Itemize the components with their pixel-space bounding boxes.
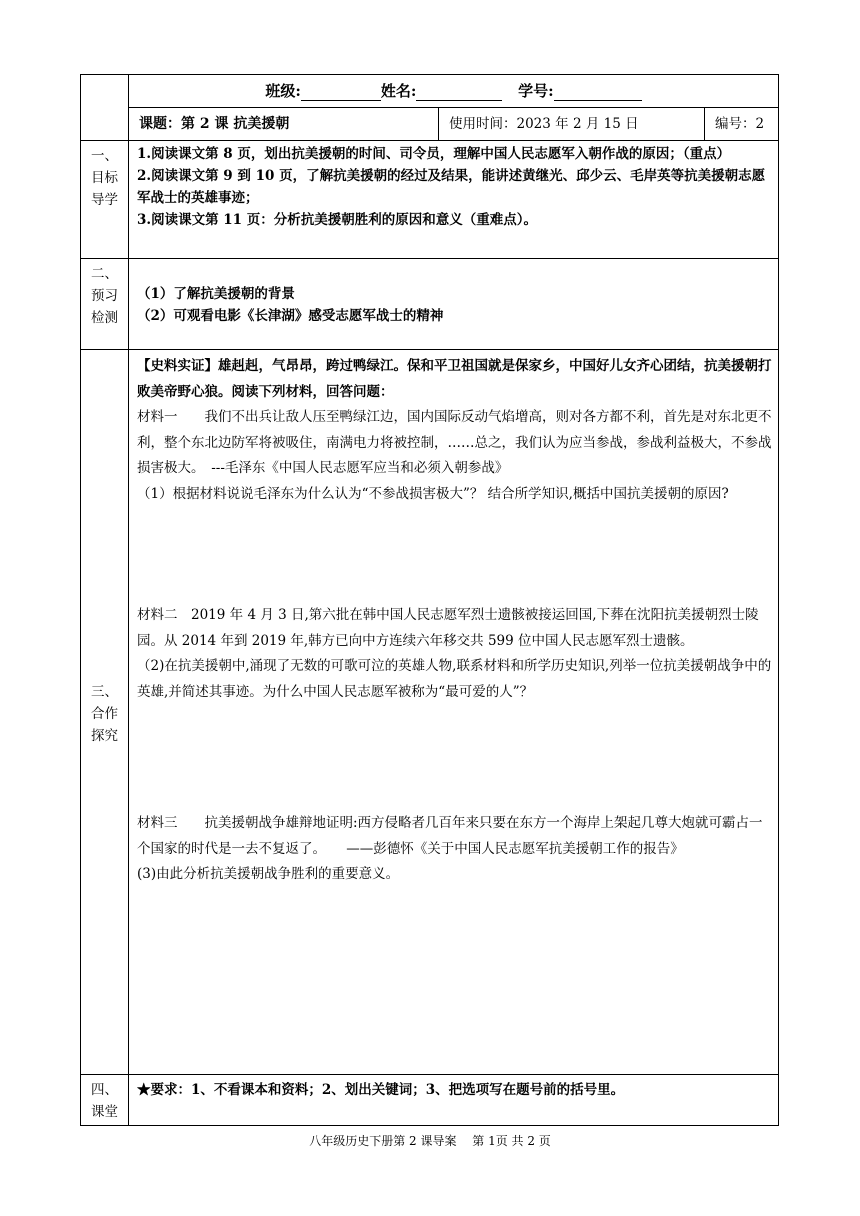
- section-3-word-a: 合作: [91, 706, 118, 722]
- material-2: 材料二 2019 年 4 月 3 日,第六批在韩中国人民志愿军烈士遗骸被接运回国,下葬在沈阳抗美援朝烈士陵园。从 2014 年到 2019 年,韩方已向中方连续六年移交共 599 位中国人民志愿军烈士遗骸。: [137, 607, 759, 649]
- worksheet: [80, 74, 778, 1126]
- lesson-title: 课题：第 2 课 抗美援朝: [129, 108, 439, 141]
- material-1: 材料一 我们不出兵让敌人压至鸭绿江边，国内国际反动气焰增高，则对各方都不利，首先是对东北更不利，整个东北边防军将被吸住，南满电力将被控制，……总之，我们认为应当参战，参战利益极大，不参战损害极大。 ---毛泽东《中国人民志愿军应当和必须入朝参战》: [137, 409, 772, 476]
- section-2-label: [81, 259, 129, 350]
- name-label: 姓名:: [380, 82, 417, 100]
- question-3: (3)由此分析抗美援朝战争胜利的重要意义。: [137, 866, 400, 882]
- section-2-content: [129, 259, 779, 350]
- section-1-word-a: 目标: [91, 170, 118, 186]
- objective-3: 3.阅读课文第 11 页：分析抗美援朝胜利的原因和意义（重难点）。: [137, 212, 538, 228]
- page-footer: 八年级历史下册第 2 课导案 第 1页 共 2 页: [309, 1134, 551, 1148]
- section-1-word-b: 导学: [91, 192, 118, 208]
- doc-number: 编号：2: [705, 108, 779, 141]
- material-3: 材料三 抗美援朝战争雄辩地证明:西方侵略者几百年来只要在东方一个海岸上架起几尊大炮就可霸占一个国家的时代是一去不复返了。 ——彭德怀《关于中国人民志愿军抗美援朝工作的报告》: [137, 815, 763, 857]
- section-2-num: 二、: [91, 266, 118, 282]
- section-1-content: [129, 141, 779, 259]
- id-blank[interactable]: [554, 84, 642, 101]
- usage-date: 使用时间：2023 年 2 月 15 日: [439, 108, 705, 141]
- student-info-row: [129, 75, 779, 108]
- section-4-content: [129, 1075, 779, 1126]
- objective-1: 1.阅读课文第 8 页，划出抗美援朝的时间、司令员，理解中国人民志愿军入朝作战的原因；（重点）: [137, 146, 731, 162]
- section-1-label: [81, 141, 129, 259]
- historical-evidence-intro: 【史料实证】雄赳赳，气昂昂，跨过鸭绿江。保和平卫祖国就是保家乡，中国好儿女齐心团结，抗美援朝打败美帝野心狼。阅读下列材料，回答问题：: [137, 358, 772, 400]
- section-1-num: 一、: [91, 148, 118, 164]
- answer-space-1[interactable]: [137, 507, 772, 603]
- section-4-label: [81, 1075, 129, 1126]
- answer-space-3[interactable]: [137, 888, 772, 968]
- question-2: （2)在抗美援朝中,涌现了无数的可歌可泣的英雄人物,联系材料和所学历史知识,列举一位抗美援朝战争中的英雄,并简述其事迹。为什么中国人民志愿军被称为“最可爱的人”？: [137, 658, 772, 700]
- section-4-word-a: 课堂: [91, 1104, 118, 1120]
- section-2-word-b: 检测: [91, 310, 118, 326]
- name-blank[interactable]: [416, 84, 502, 101]
- section-3-num: 三、: [91, 684, 118, 700]
- section-3-word-b: 探究: [91, 728, 118, 744]
- section-2-word-a: 预习: [91, 288, 118, 304]
- objective-2: 2.阅读课文第 9 到 10 页，了解抗美援朝的经过及结果，能讲述黄继光、邱少云、毛岸英等抗美援朝志愿军战士的英雄事迹；: [137, 168, 766, 206]
- question-1: （1）根据材料说说毛泽东为什么认为“不参战损害极大”？ 结合所学知识,概括中国抗美援朝的原因?: [137, 485, 729, 502]
- section-3-label: [81, 350, 129, 1075]
- section-4-num: 四、: [91, 1082, 118, 1098]
- worksheet-table: [80, 74, 779, 1126]
- class-requirements: ★要求：1、不看课本和资料；2、划出关键词；3、把选项写在题号前的括号里。: [137, 1082, 625, 1098]
- id-label: 学号:: [518, 82, 554, 100]
- section-3-content: [129, 350, 779, 1075]
- class-blank[interactable]: [301, 84, 381, 101]
- preview-item-1: （1）了解抗美援朝的背景: [137, 286, 295, 302]
- answer-space-2[interactable]: [137, 705, 772, 811]
- preview-item-2: （2）可观看电影《长津湖》感受志愿军战士的精神: [137, 308, 444, 324]
- class-label: 班级:: [265, 82, 301, 100]
- header-blank-cell: [81, 75, 129, 141]
